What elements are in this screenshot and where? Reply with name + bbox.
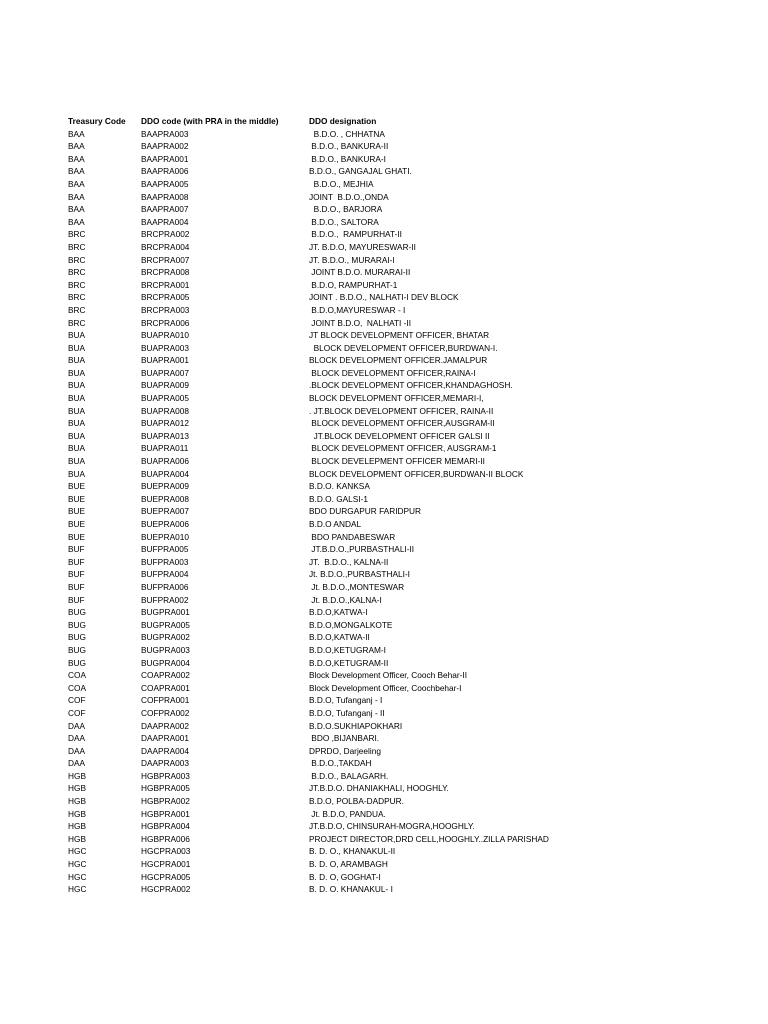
treasury-code-cell: BUA xyxy=(68,430,86,441)
ddo-designation-cell: Jt. B.D.O.,PURBASTHALI-I xyxy=(309,569,410,580)
table-row xyxy=(0,732,768,745)
treasury-code-cell: COF xyxy=(68,707,86,718)
ddo-designation-cell: B.D.O,KATWA-I xyxy=(309,607,368,618)
table-row xyxy=(0,367,768,380)
treasury-code-cell: BUF xyxy=(68,569,85,580)
ddo-designation-cell: JT. B.D.O, MAYURESWAR-II xyxy=(309,241,416,252)
table-row xyxy=(0,556,768,569)
ddo-code-cell: BUGPRA005 xyxy=(141,619,190,630)
ddo-code-cell: HGBPRA003 xyxy=(141,770,190,781)
table-row xyxy=(0,644,768,657)
ddo-code-cell: COFPRA002 xyxy=(141,707,190,718)
treasury-code-cell: BAA xyxy=(68,153,85,164)
ddo-designation-cell: BDO DURGAPUR FARIDPUR xyxy=(309,506,422,517)
ddo-code-cell: BRCPRA003 xyxy=(141,304,190,315)
ddo-designation-cell: B. D. O, ARAMBAGH xyxy=(309,859,388,870)
treasury-code-cell: BUE xyxy=(68,481,86,492)
treasury-code-cell: BRC xyxy=(68,254,86,265)
ddo-designation-cell: Jt. B.D.O, PANDUA. xyxy=(309,808,386,819)
table-row xyxy=(0,518,768,531)
ddo-code-cell: BUAPRA006 xyxy=(141,456,189,467)
table-row xyxy=(0,304,768,317)
table-row xyxy=(0,480,768,493)
ddo-code-cell: HGCPRA003 xyxy=(141,846,191,857)
ddo-designation-cell: B.D.O. , CHHATNA xyxy=(309,128,385,139)
table-row xyxy=(0,228,768,241)
treasury-code-cell: BUA xyxy=(68,468,86,479)
ddo-code-cell: HGBPRA006 xyxy=(141,833,190,844)
ddo-code-cell: BUEPRA007 xyxy=(141,506,189,517)
treasury-code-cell: BUF xyxy=(68,556,85,567)
treasury-code-cell: HGB xyxy=(68,796,86,807)
ddo-code-cell: BUAPRA010 xyxy=(141,330,189,341)
table-row xyxy=(0,379,768,392)
treasury-code-cell: HGB xyxy=(68,770,86,781)
treasury-code-cell: BUF xyxy=(68,544,85,555)
treasury-code-cell: BUA xyxy=(68,330,86,341)
table-header-row xyxy=(0,115,768,128)
table-row xyxy=(0,505,768,518)
treasury-code-cell: BUG xyxy=(68,607,86,618)
treasury-code-cell: BUA xyxy=(68,393,86,404)
ddo-code-cell: COAPRA001 xyxy=(141,682,190,693)
ddo-designation-cell: B.D.O., BALAGARH. xyxy=(309,770,389,781)
ddo-code-cell: HGBPRA004 xyxy=(141,821,190,832)
treasury-code-cell: BRC xyxy=(68,267,86,278)
table-row xyxy=(0,291,768,304)
treasury-code-cell: BUA xyxy=(68,355,86,366)
table-row xyxy=(0,203,768,216)
ddo-designation-cell: B.D.O, RAMPURHAT-1 xyxy=(309,279,398,290)
table-row xyxy=(0,757,768,770)
ddo-code-cell: BUEPRA009 xyxy=(141,481,189,492)
treasury-code-cell: HGC xyxy=(68,871,87,882)
ddo-designation-cell: B.D.O, POLBA-DADPUR. xyxy=(309,796,404,807)
treasury-code-cell: BRC xyxy=(68,241,86,252)
ddo-designation-cell: JOINT B.D.O. MURARAI-II xyxy=(309,267,411,278)
ddo-designation-cell: B.D.O., RAMPURHAT-II xyxy=(309,229,402,240)
treasury-code-cell: BRC xyxy=(68,317,86,328)
treasury-code-cell: HGC xyxy=(68,884,87,895)
table-row xyxy=(0,178,768,191)
table-row xyxy=(0,153,768,166)
ddo-code-cell: HGCPRA005 xyxy=(141,871,191,882)
treasury-code-cell: BUG xyxy=(68,657,86,668)
ddo-code-cell: BUGPRA003 xyxy=(141,644,190,655)
ddo-code-cell: BAAPRA008 xyxy=(141,191,189,202)
ddo-code-cell: BUAPRA001 xyxy=(141,355,189,366)
treasury-code-cell: BAA xyxy=(68,141,85,152)
ddo-designation-cell: BDO ,BIJANBARI. xyxy=(309,733,380,744)
ddo-code-cell: BUAPRA008 xyxy=(141,405,189,416)
ddo-designation-cell: B.D.O., BANKURA-I xyxy=(309,153,386,164)
treasury-code-cell: HGB xyxy=(68,833,86,844)
ddo-designation-cell: BLOCK DEVELOPMENT OFFICER,BURDWAN-II BLOCK xyxy=(309,468,524,479)
ddo-code-cell: BAAPRA003 xyxy=(141,128,189,139)
ddo-designation-cell: JT.B.D.O.,PURBASTHALI-II xyxy=(309,544,415,555)
table-row xyxy=(0,279,768,292)
treasury-code-cell: BAA xyxy=(68,204,85,215)
treasury-code-cell: BRC xyxy=(68,304,86,315)
table-row xyxy=(0,329,768,342)
ddo-code-cell: BAAPRA007 xyxy=(141,204,189,215)
ddo-code-cell: BAAPRA006 xyxy=(141,166,189,177)
table-row xyxy=(0,493,768,506)
ddo-designation-cell: B. D. O., KHANAKUL-II xyxy=(309,846,396,857)
treasury-code-cell: BUA xyxy=(68,342,86,353)
ddo-designation-cell: JT.BLOCK DEVELOPMENT OFFICER GALSI II xyxy=(309,430,490,441)
ddo-code-cell: BUAPRA004 xyxy=(141,468,189,479)
table-row xyxy=(0,669,768,682)
table-row xyxy=(0,317,768,330)
table-row xyxy=(0,543,768,556)
ddo-designation-cell: JT.B.D.O, CHINSURAH-MOGRA,HOOGHLY. xyxy=(309,821,475,832)
ddo-code-cell: BUAPRA003 xyxy=(141,342,189,353)
table-row xyxy=(0,254,768,267)
table-row xyxy=(0,417,768,430)
ddo-code-cell: COAPRA002 xyxy=(141,670,190,681)
table-row xyxy=(0,833,768,846)
ddo-designation-cell: DPRDO, Darjeeling xyxy=(309,745,381,756)
table-row xyxy=(0,392,768,405)
ddo-designation-cell: B. D. O, GOGHAT-I xyxy=(309,871,381,882)
treasury-code-cell: BUE xyxy=(68,506,86,517)
ddo-code-cell: BRCPRA005 xyxy=(141,292,190,303)
table-row xyxy=(0,619,768,632)
ddo-designation-cell: B.D.O. GALSI-1 xyxy=(309,493,369,504)
ddo-designation-cell: BLOCK DEVELOPMENT OFFICER.JAMALPUR xyxy=(309,355,488,366)
table-row xyxy=(0,342,768,355)
treasury-code-cell: BAA xyxy=(68,128,85,139)
ddo-code-cell: BUFPRA005 xyxy=(141,544,189,555)
table-row xyxy=(0,216,768,229)
table-row xyxy=(0,165,768,178)
treasury-code-cell: COA xyxy=(68,670,86,681)
ddo-designation-cell: B.D.O., MEJHIA xyxy=(309,178,374,189)
ddo-designation-cell: BLOCK DEVELOPMENT OFFICER,AUSGRAM-II xyxy=(309,418,495,429)
ddo-designation-cell: JOINT . B.D.O., NALHATI-I DEV BLOCK xyxy=(309,292,459,303)
treasury-code-cell: BUE xyxy=(68,531,86,542)
treasury-code-cell: BAA xyxy=(68,178,85,189)
treasury-code-cell: BUA xyxy=(68,367,86,378)
ddo-designation-cell: Block Development Officer, Cooch Behar-II xyxy=(309,670,468,681)
treasury-code-cell: BUF xyxy=(68,594,85,605)
ddo-designation-cell: B.D.O ANDAL xyxy=(309,519,362,529)
ddo-designation-cell: B.D.O., BANKURA-II xyxy=(309,141,389,152)
treasury-code-cell: BRC xyxy=(68,229,86,240)
treasury-code-cell: BUE xyxy=(68,519,86,529)
ddo-designation-cell: B.D.O.,TAKDAH xyxy=(309,758,372,769)
treasury-code-cell: BUF xyxy=(68,581,85,592)
table-row xyxy=(0,594,768,607)
ddo-code-cell: COFPRA001 xyxy=(141,695,190,706)
treasury-code-cell: BAA xyxy=(68,166,85,177)
treasury-code-cell: BUG xyxy=(68,632,86,643)
ddo-code-cell: BUFPRA003 xyxy=(141,556,189,567)
treasury-code-cell: HGB xyxy=(68,808,86,819)
ddo-code-cell: BAAPRA001 xyxy=(141,153,189,164)
treasury-code-cell: BUE xyxy=(68,493,86,504)
table-row xyxy=(0,820,768,833)
treasury-code-cell: DAA xyxy=(68,733,86,744)
ddo-code-cell: BRCPRA002 xyxy=(141,229,190,240)
ddo-code-cell: BUAPRA007 xyxy=(141,367,189,378)
ddo-code-cell: HGBPRA002 xyxy=(141,796,190,807)
treasury-code-cell: BUA xyxy=(68,405,86,416)
ddo-designation-cell: BLOCK DEVELOPMENT OFFICER, AUSGRAM-1 xyxy=(309,443,497,454)
table-row xyxy=(0,745,768,758)
treasury-code-cell: HGC xyxy=(68,859,87,870)
ddo-designation-cell: Jt. B.D.O.,KALNA-I xyxy=(309,594,382,605)
treasury-code-cell: BAA xyxy=(68,216,85,227)
ddo-designation-cell: B. D. O. KHANAKUL- I xyxy=(309,884,393,895)
ddo-designation-cell: .BLOCK DEVELOPMENT OFFICER,KHANDAGHOSH. xyxy=(309,380,513,391)
ddo-designation-cell: B.D.O. KANKSA xyxy=(309,481,370,492)
table-row xyxy=(0,694,768,707)
ddo-designation-cell: BDO PANDABESWAR xyxy=(309,531,396,542)
table-row xyxy=(0,606,768,619)
ddo-designation-cell: B.D.O., GANGAJAL GHATI. xyxy=(309,166,412,177)
spreadsheet-table xyxy=(0,115,768,896)
ddo-designation-cell: BLOCK DEVELOPMENT OFFICER,BURDWAN-I. xyxy=(309,342,498,353)
treasury-code-cell: HGC xyxy=(68,846,87,857)
treasury-code-cell: BRC xyxy=(68,292,86,303)
treasury-code-cell: BUA xyxy=(68,380,86,391)
ddo-code-cell: BRCPRA006 xyxy=(141,317,190,328)
table-row xyxy=(0,795,768,808)
ddo-code-cell: DAAPRA002 xyxy=(141,720,189,731)
table-row xyxy=(0,140,768,153)
table-row xyxy=(0,430,768,443)
header-ddo-code: DDO code (with PRA in the middle) xyxy=(141,116,279,126)
ddo-code-cell: BUAPRA013 xyxy=(141,430,189,441)
table-row xyxy=(0,191,768,204)
table-row xyxy=(0,871,768,884)
table-row xyxy=(0,707,768,720)
ddo-designation-cell: JOINT B.D.O.,ONDA xyxy=(309,191,389,202)
treasury-code-cell: HGB xyxy=(68,821,86,832)
ddo-code-cell: BUFPRA004 xyxy=(141,569,189,580)
ddo-code-cell: BUGPRA001 xyxy=(141,607,190,618)
ddo-code-cell: DAAPRA001 xyxy=(141,733,189,744)
ddo-designation-cell: JT BLOCK DEVELOPMENT OFFICER, BHATAR xyxy=(309,330,490,341)
ddo-code-cell: BUEPRA010 xyxy=(141,531,189,542)
ddo-designation-cell: PROJECT DIRECTOR,DRD CELL,HOOGHLY..ZILLA PARISHAD xyxy=(309,833,549,844)
ddo-designation-cell: B.D.O., BARJORA xyxy=(309,204,383,215)
ddo-code-cell: BUGPRA002 xyxy=(141,632,190,643)
treasury-code-cell: BUA xyxy=(68,443,86,454)
ddo-designation-cell: Block Development Officer, Coochbehar-I xyxy=(309,682,462,693)
table-row xyxy=(0,354,768,367)
table-row xyxy=(0,468,768,481)
ddo-code-cell: DAAPRA004 xyxy=(141,745,189,756)
treasury-code-cell: DAA xyxy=(68,720,86,731)
table-body xyxy=(0,128,768,896)
ddo-code-cell: BRCPRA008 xyxy=(141,267,190,278)
table-row xyxy=(0,845,768,858)
header-treasury-code: Treasury Code xyxy=(68,116,126,126)
ddo-code-cell: BUFPRA006 xyxy=(141,581,189,592)
ddo-designation-cell: JT.B.D.O. DHANIAKHALI, HOOGHLY. xyxy=(309,783,449,794)
ddo-designation-cell: Jt. B.D.O.,MONTESWAR xyxy=(309,581,405,592)
ddo-designation-cell: JT. B.D.O., KALNA-II xyxy=(309,556,389,567)
ddo-code-cell: BUAPRA009 xyxy=(141,380,189,391)
table-row xyxy=(0,808,768,821)
ddo-designation-cell: B.D.O,MONGALKOTE xyxy=(309,619,393,630)
ddo-code-cell: HGBPRA005 xyxy=(141,783,190,794)
treasury-code-cell: DAA xyxy=(68,758,86,769)
table-row xyxy=(0,581,768,594)
ddo-code-cell: BUAPRA012 xyxy=(141,418,189,429)
table-row xyxy=(0,657,768,670)
ddo-code-cell: BUFPRA002 xyxy=(141,594,189,605)
ddo-designation-cell: B.D.O,KETUGRAM-II xyxy=(309,657,389,668)
ddo-code-cell: BAAPRA002 xyxy=(141,141,189,152)
table-row xyxy=(0,858,768,871)
ddo-designation-cell: B.D.O,KATWA-II xyxy=(309,632,370,643)
table-row xyxy=(0,455,768,468)
table-row xyxy=(0,568,768,581)
ddo-code-cell: BAAPRA004 xyxy=(141,216,189,227)
table-row xyxy=(0,720,768,733)
ddo-code-cell: BUGPRA004 xyxy=(141,657,190,668)
table-row xyxy=(0,531,768,544)
ddo-code-cell: HGCPRA001 xyxy=(141,859,191,870)
table-row xyxy=(0,128,768,141)
ddo-designation-cell: JOINT B.D.O, NALHATI -II xyxy=(309,317,412,328)
table-row xyxy=(0,266,768,279)
ddo-code-cell: BAAPRA005 xyxy=(141,178,189,189)
treasury-code-cell: COF xyxy=(68,695,86,706)
ddo-designation-cell: B.D.O.SUKHIAPOKHARI xyxy=(309,720,403,731)
ddo-code-cell: BRCPRA007 xyxy=(141,254,190,265)
ddo-designation-cell: B.D.O, Tufanganj - I xyxy=(309,695,383,706)
treasury-code-cell: HGB xyxy=(68,783,86,794)
treasury-code-cell: BUG xyxy=(68,644,86,655)
ddo-designation-cell: B.D.O, Tufanganj - II xyxy=(309,707,385,718)
ddo-designation-cell: . JT.BLOCK DEVELOPMENT OFFICER, RAINA-II xyxy=(309,405,494,416)
ddo-code-cell: BUAPRA011 xyxy=(141,443,189,454)
table-row xyxy=(0,631,768,644)
ddo-code-cell: BUAPRA005 xyxy=(141,393,189,404)
table-row xyxy=(0,442,768,455)
table-row xyxy=(0,241,768,254)
ddo-designation-cell: JT. B.D.O., MURARAI-I xyxy=(309,254,395,265)
ddo-designation-cell: BLOCK DEVELEPMENT OFFICER MEMARI-II xyxy=(309,456,485,467)
ddo-code-cell: HGBPRA001 xyxy=(141,808,190,819)
ddo-designation-cell: B.D.O,MAYURESWAR - I xyxy=(309,304,406,315)
treasury-code-cell: BAA xyxy=(68,191,85,202)
treasury-code-cell: BUG xyxy=(68,619,86,630)
ddo-code-cell: BRCPRA001 xyxy=(141,279,190,290)
table-row xyxy=(0,782,768,795)
table-row xyxy=(0,883,768,896)
ddo-designation-cell: B.D.O,KETUGRAM-I xyxy=(309,644,386,655)
ddo-code-cell: BRCPRA004 xyxy=(141,241,190,252)
ddo-code-cell: BUEPRA008 xyxy=(141,493,189,504)
treasury-code-cell: COA xyxy=(68,682,86,693)
header-ddo-designation: DDO designation xyxy=(309,116,377,126)
treasury-code-cell: BUA xyxy=(68,418,86,429)
treasury-code-cell: BRC xyxy=(68,279,86,290)
ddo-code-cell: HGCPRA002 xyxy=(141,884,191,895)
ddo-designation-cell: B.D.O., SALTORA xyxy=(309,216,379,227)
table-row xyxy=(0,770,768,783)
table-row xyxy=(0,682,768,695)
ddo-designation-cell: BLOCK DEVELOPMENT OFFICER,MEMARI-I, xyxy=(309,393,484,404)
ddo-code-cell: BUEPRA006 xyxy=(141,519,189,529)
ddo-code-cell: DAAPRA003 xyxy=(141,758,189,769)
ddo-designation-cell: BLOCK DEVELOPMENT OFFICER,RAINA-I xyxy=(309,367,476,378)
table-row xyxy=(0,405,768,418)
treasury-code-cell: DAA xyxy=(68,745,86,756)
treasury-code-cell: BUA xyxy=(68,456,86,467)
